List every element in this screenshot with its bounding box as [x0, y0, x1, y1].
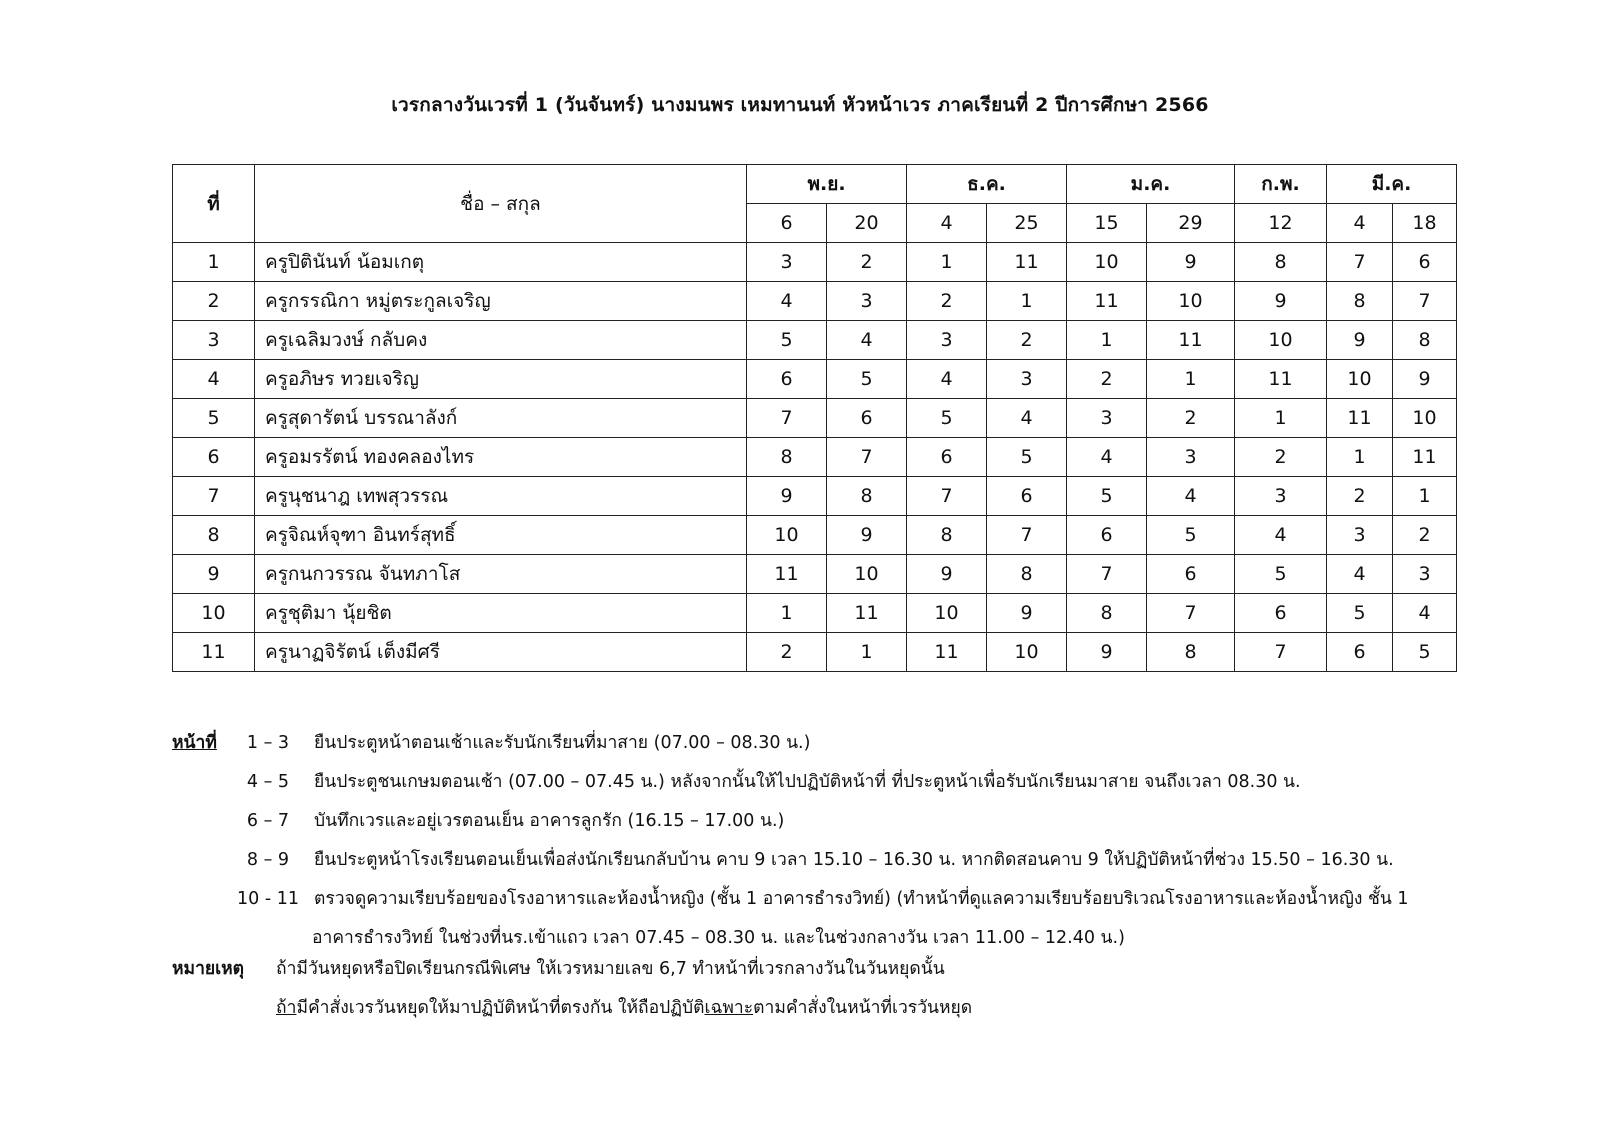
header-no: ที่ — [173, 165, 255, 243]
remark-segment: มีคำสั่งเวรวันหยุดให้มาปฏิบัติหน้าที่ตรงกัน ให้ถือปฏิบัติ — [296, 998, 705, 1018]
duty-item — [172, 724, 1472, 763]
cell-value: 9 — [1067, 633, 1147, 672]
duty-text-continued: อาคารธำรงวิทย์ ในช่วงที่นร.เข้าแถว เวลา 07.45 – 08.30 น. และในช่วงกลางวัน เวลา 11.00 – 12.40 น.) — [312, 928, 1125, 948]
cell-value: 4 — [1327, 555, 1393, 594]
duty-text: ยืนประตูหน้าตอนเช้าและรับนักเรียนที่มาสาย (07.00 – 08.30 น.) — [314, 733, 811, 753]
cell-value: 9 — [1393, 360, 1457, 399]
cell-value: 10 — [1067, 243, 1147, 282]
cell-name: ครูชุติมา นุ้ยชิต — [255, 594, 747, 633]
duty-text: บันทึกเวรและอยู่เวรตอนเย็น อาคารลูกรัก (16.15 – 17.00 น.) — [314, 811, 785, 831]
cell-value: 1 — [1147, 360, 1235, 399]
cell-value: 2 — [987, 321, 1067, 360]
cell-value: 6 — [1327, 633, 1393, 672]
remarks-label: หมายเหตุ — [172, 959, 245, 979]
table-body — [173, 243, 1457, 672]
cell-value: 6 — [907, 438, 987, 477]
cell-value: 5 — [1147, 516, 1235, 555]
cell-value: 8 — [1327, 282, 1393, 321]
header-day: 4 — [1327, 204, 1393, 243]
header-month: มี.ค. — [1327, 165, 1457, 204]
duty-range: 6 – 7 — [246, 811, 290, 831]
duties-label: หน้าที่ — [172, 733, 217, 753]
cell-value: 9 — [747, 477, 827, 516]
table-row — [173, 594, 1457, 633]
cell-no: 2 — [173, 282, 255, 321]
cell-value: 8 — [827, 477, 907, 516]
cell-value: 4 — [1147, 477, 1235, 516]
header-day: 4 — [907, 204, 987, 243]
remark-underlined: ถ้า — [276, 998, 297, 1018]
cell-value: 10 — [1235, 321, 1327, 360]
cell-value: 4 — [1235, 516, 1327, 555]
cell-value: 3 — [827, 282, 907, 321]
cell-value: 10 — [907, 594, 987, 633]
header-month: ธ.ค. — [907, 165, 1067, 204]
cell-no: 5 — [173, 399, 255, 438]
table-row — [173, 516, 1457, 555]
header-day: 12 — [1235, 204, 1327, 243]
cell-no: 4 — [173, 360, 255, 399]
cell-value: 10 — [827, 555, 907, 594]
cell-value: 5 — [1067, 477, 1147, 516]
cell-value: 8 — [747, 438, 827, 477]
remarks-section — [172, 950, 1472, 1028]
cell-value: 4 — [987, 399, 1067, 438]
duty-range: 10 - 11 — [237, 889, 299, 909]
cell-no: 3 — [173, 321, 255, 360]
cell-value: 4 — [827, 321, 907, 360]
remark-text: ถ้ามีวันหยุดหรือปิดเรียนกรณีพิเศษ ให้เวรหมายเลข 6,7 ทำหน้าที่เวรกลางวันในวันหยุดนั้น — [276, 959, 945, 979]
cell-value: 10 — [1393, 399, 1457, 438]
duty-item — [172, 880, 1472, 919]
header-day: 18 — [1393, 204, 1457, 243]
cell-name: ครูนาฏจิรัตน์ เต็งมีศรี — [255, 633, 747, 672]
cell-value: 8 — [907, 516, 987, 555]
cell-name: ครูอภิษร ทวยเจริญ — [255, 360, 747, 399]
cell-no: 1 — [173, 243, 255, 282]
cell-name: ครูนุชนาฎ เทพสุวรรณ — [255, 477, 747, 516]
cell-value: 8 — [1067, 594, 1147, 633]
cell-value: 5 — [907, 399, 987, 438]
cell-value: 6 — [1147, 555, 1235, 594]
cell-value: 7 — [1327, 243, 1393, 282]
remark-item — [172, 989, 1472, 1028]
header-month: ก.พ. — [1235, 165, 1327, 204]
header-day: 20 — [827, 204, 907, 243]
cell-value: 6 — [827, 399, 907, 438]
cell-value: 3 — [907, 321, 987, 360]
cell-value: 5 — [827, 360, 907, 399]
cell-value: 6 — [987, 477, 1067, 516]
cell-no: 10 — [173, 594, 255, 633]
cell-name: ครูสุดารัตน์ บรรณาลังก์ — [255, 399, 747, 438]
duty-item — [172, 841, 1472, 880]
cell-value: 8 — [1393, 321, 1457, 360]
cell-name: ครูกรรณิกา หมู่ตระกูลเจริญ — [255, 282, 747, 321]
cell-value: 4 — [907, 360, 987, 399]
cell-value: 2 — [1067, 360, 1147, 399]
duty-range: 1 – 3 — [246, 733, 290, 753]
cell-value: 6 — [1235, 594, 1327, 633]
header-day: 29 — [1147, 204, 1235, 243]
header-month: พ.ย. — [747, 165, 907, 204]
cell-value: 11 — [1147, 321, 1235, 360]
cell-value: 5 — [1327, 594, 1393, 633]
cell-value: 11 — [987, 243, 1067, 282]
cell-no: 11 — [173, 633, 255, 672]
table-row — [173, 477, 1457, 516]
cell-value: 3 — [987, 360, 1067, 399]
cell-value: 2 — [1147, 399, 1235, 438]
cell-value: 9 — [1235, 282, 1327, 321]
cell-value: 1 — [1235, 399, 1327, 438]
cell-value: 6 — [1067, 516, 1147, 555]
duty-item — [172, 763, 1472, 802]
table-row — [173, 399, 1457, 438]
cell-value: 11 — [1067, 282, 1147, 321]
duties-section — [172, 724, 1472, 958]
cell-value: 7 — [1147, 594, 1235, 633]
cell-value: 5 — [987, 438, 1067, 477]
cell-value: 2 — [907, 282, 987, 321]
cell-value: 2 — [1393, 516, 1457, 555]
cell-name: ครูกนกวรรณ จันทภาโส — [255, 555, 747, 594]
duty-text: ตรวจดูความเรียบร้อยของโรงอาหารและห้องน้ำหญิง (ชั้น 1 อาคารธำรงวิทย์) (ทำหน้าที่ดูแลความเรียบร้อยบริเวณโรงอาหารและห้องน้ำหญิง ชั้น 1 — [314, 889, 1409, 909]
table-header-row-months — [173, 165, 1457, 204]
cell-value: 3 — [1067, 399, 1147, 438]
duty-range: 4 – 5 — [246, 772, 290, 792]
duty-range: 8 – 9 — [246, 850, 290, 870]
cell-value: 10 — [747, 516, 827, 555]
cell-value: 2 — [827, 243, 907, 282]
cell-value: 3 — [1327, 516, 1393, 555]
cell-value: 10 — [987, 633, 1067, 672]
cell-value: 7 — [907, 477, 987, 516]
duty-text: ยืนประตูชนเกษมตอนเช้า (07.00 – 07.45 น.) หลังจากนั้นให้ไปปฏิบัติหน้าที่ ที่ประตูหน้าเพื่อรับนักเรียนมาสาย จนถึงเวลา 08.30 น. — [314, 772, 1301, 792]
cell-value: 10 — [1327, 360, 1393, 399]
cell-value: 6 — [747, 360, 827, 399]
cell-value: 1 — [747, 594, 827, 633]
cell-value: 7 — [987, 516, 1067, 555]
cell-value: 9 — [827, 516, 907, 555]
cell-value: 3 — [1235, 477, 1327, 516]
remark-item — [172, 950, 1472, 989]
cell-value: 11 — [1327, 399, 1393, 438]
header-day: 15 — [1067, 204, 1147, 243]
cell-value: 1 — [987, 282, 1067, 321]
cell-no: 8 — [173, 516, 255, 555]
remark-segment: ตามคำสั่งในหน้าที่เวรวันหยุด — [753, 998, 973, 1018]
cell-value: 9 — [1147, 243, 1235, 282]
cell-value: 5 — [1235, 555, 1327, 594]
cell-value: 7 — [827, 438, 907, 477]
cell-value: 11 — [747, 555, 827, 594]
cell-value: 4 — [1393, 594, 1457, 633]
cell-value: 3 — [1393, 555, 1457, 594]
cell-value: 1 — [827, 633, 907, 672]
cell-name: ครูจิณห์จุฑา อินทร์สุทธิ์ — [255, 516, 747, 555]
cell-value: 11 — [1393, 438, 1457, 477]
header-month: ม.ค. — [1067, 165, 1235, 204]
cell-value: 1 — [1393, 477, 1457, 516]
cell-value: 3 — [747, 243, 827, 282]
cell-value: 4 — [1067, 438, 1147, 477]
cell-value: 4 — [747, 282, 827, 321]
cell-no: 7 — [173, 477, 255, 516]
cell-value: 1 — [907, 243, 987, 282]
cell-name: ครูเฉลิมวงษ์ กลับคง — [255, 321, 747, 360]
page-title: เวรกลางวันเวรที่ 1 (วันจันทร์) นางมนพร เหมทานนท์ หัวหน้าเวร ภาคเรียนที่ 2 ปีการศึกษา 2566 — [391, 94, 1209, 116]
duty-text: ยืนประตูหน้าโรงเรียนตอนเย็นเพื่อส่งนักเรียนกลับบ้าน คาบ 9 เวลา 15.10 – 16.30 น. หากติดสอนคาบ 9 ให้ปฏิบัติหน้าที่ช่วง 15.50 – 16.30 น. — [314, 850, 1394, 870]
cell-value: 5 — [1393, 633, 1457, 672]
table-row — [173, 321, 1457, 360]
cell-value: 2 — [747, 633, 827, 672]
cell-value: 11 — [827, 594, 907, 633]
cell-value: 9 — [987, 594, 1067, 633]
cell-value: 8 — [987, 555, 1067, 594]
cell-value: 11 — [907, 633, 987, 672]
table-row — [173, 360, 1457, 399]
cell-name: ครูปิตินันท์ น้อมเกตุ — [255, 243, 747, 282]
cell-no: 6 — [173, 438, 255, 477]
cell-value: 1 — [1327, 438, 1393, 477]
duty-item — [172, 802, 1472, 841]
cell-value: 9 — [1327, 321, 1393, 360]
cell-value: 2 — [1327, 477, 1393, 516]
table-row — [173, 633, 1457, 672]
cell-value: 8 — [1235, 243, 1327, 282]
remark-underlined: เฉพาะ — [704, 998, 754, 1018]
table-row — [173, 243, 1457, 282]
duty-roster-table — [172, 164, 1457, 672]
table-row — [173, 438, 1457, 477]
cell-value: 9 — [907, 555, 987, 594]
header-day: 6 — [747, 204, 827, 243]
cell-value: 6 — [1393, 243, 1457, 282]
cell-value: 2 — [1235, 438, 1327, 477]
table-row — [173, 282, 1457, 321]
cell-value: 7 — [1393, 282, 1457, 321]
cell-value: 7 — [1235, 633, 1327, 672]
cell-value: 7 — [747, 399, 827, 438]
cell-value: 8 — [1147, 633, 1235, 672]
header-day: 25 — [987, 204, 1067, 243]
cell-value: 11 — [1235, 360, 1327, 399]
cell-name: ครูอมรรัตน์ ทองคลองไทร — [255, 438, 747, 477]
cell-value: 3 — [1147, 438, 1235, 477]
cell-value: 10 — [1147, 282, 1235, 321]
cell-value: 7 — [1067, 555, 1147, 594]
cell-value: 5 — [747, 321, 827, 360]
cell-value: 1 — [1067, 321, 1147, 360]
cell-no: 9 — [173, 555, 255, 594]
header-name: ชื่อ – สกุล — [255, 165, 747, 243]
remark-text — [276, 989, 972, 1028]
table-row — [173, 555, 1457, 594]
